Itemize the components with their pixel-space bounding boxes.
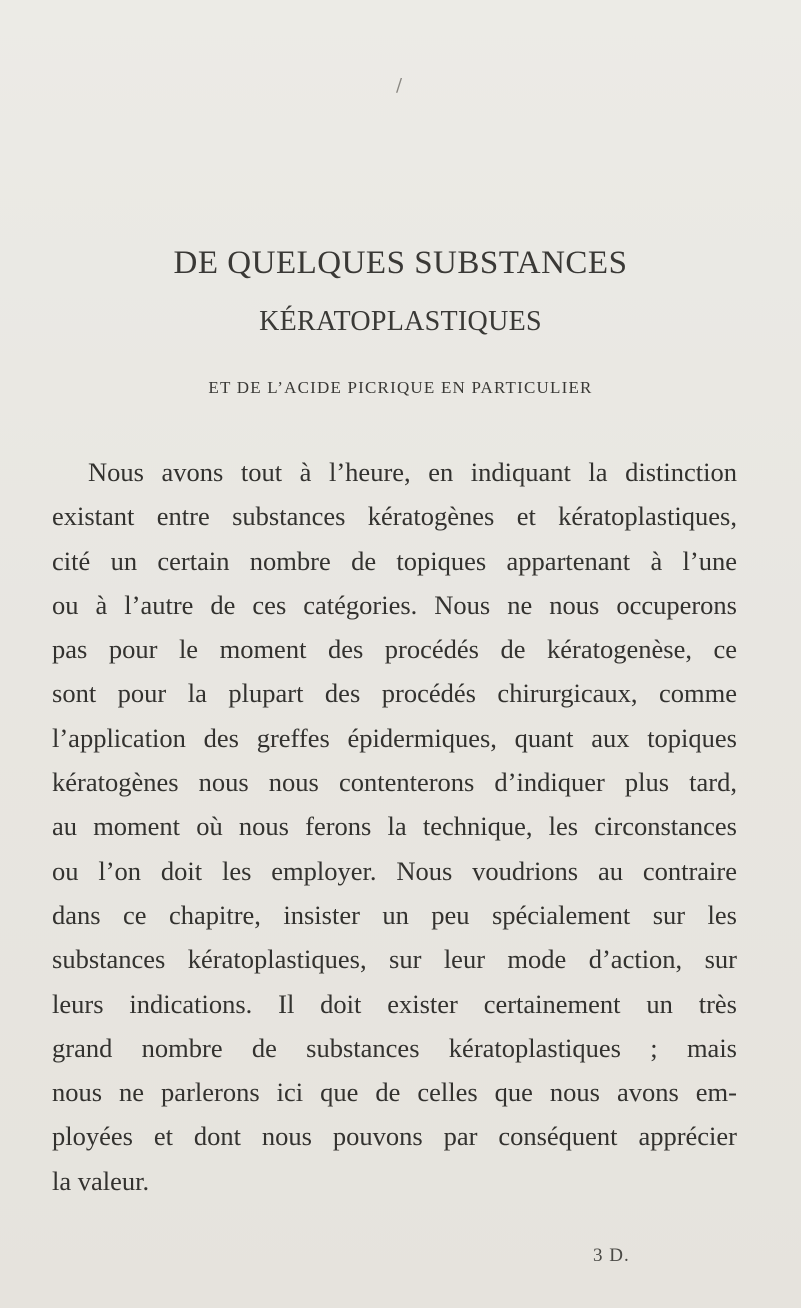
page-mark: / xyxy=(396,75,403,96)
paragraph-line: Nous avons tout à l’heure, en indiquant la distinction xyxy=(88,457,737,487)
paragraph-line: grand nombre de substances kératoplastiques ; mais xyxy=(52,1032,737,1063)
paragraph-line: l’application des greffes épidermiques, quant aux topiques xyxy=(52,722,737,753)
paragraph-line: existant entre substances kératogènes et kératoplastiques, xyxy=(52,501,737,532)
paragraph-line: dans ce chapitre, insister un peu spécialement sur les xyxy=(52,899,737,930)
paragraph-line: ou à l’autre de ces catégories. Nous ne nous occuperons xyxy=(52,589,737,620)
paragraph-line: pas pour le moment des procédés de kératogenèse, ce xyxy=(52,634,737,665)
body-paragraph xyxy=(52,450,737,1203)
paragraph-line: ployées et dont nous pouvons par conséquent apprécier xyxy=(52,1121,737,1152)
subtitle: ET DE L’ACIDE PICRIQUE EN PARTICULIER xyxy=(208,378,593,397)
paragraph-line: au moment où nous ferons la technique, les circonstances xyxy=(52,811,737,842)
paragraph-line: la valeur. xyxy=(52,1165,150,1196)
paragraph-line: leurs indications. Il doit exister certainement un très xyxy=(52,988,737,1019)
paragraph-line: substances kératoplastiques, sur leur mode d’action, sur xyxy=(52,944,737,975)
paragraph-line: ou l’on doit les employer. Nous voudrions au contraire xyxy=(52,855,737,886)
title-line-1: DE QUELQUES SUBSTANCES xyxy=(173,245,628,281)
signature-mark: 3 D. xyxy=(593,1245,630,1266)
paragraph-line: sont pour la plupart des procédés chirurgicaux, comme xyxy=(52,678,737,709)
paragraph-line: nous ne parlerons ici que de celles que nous avons em- xyxy=(52,1077,737,1108)
paragraph-line: cité un certain nombre de topiques appartenant à l’une xyxy=(52,545,737,576)
title-line-2: KÉRATOPLASTIQUES xyxy=(259,306,542,337)
paragraph-line: kératogènes nous nous contenterons d’indiquer plus tard, xyxy=(52,767,737,798)
